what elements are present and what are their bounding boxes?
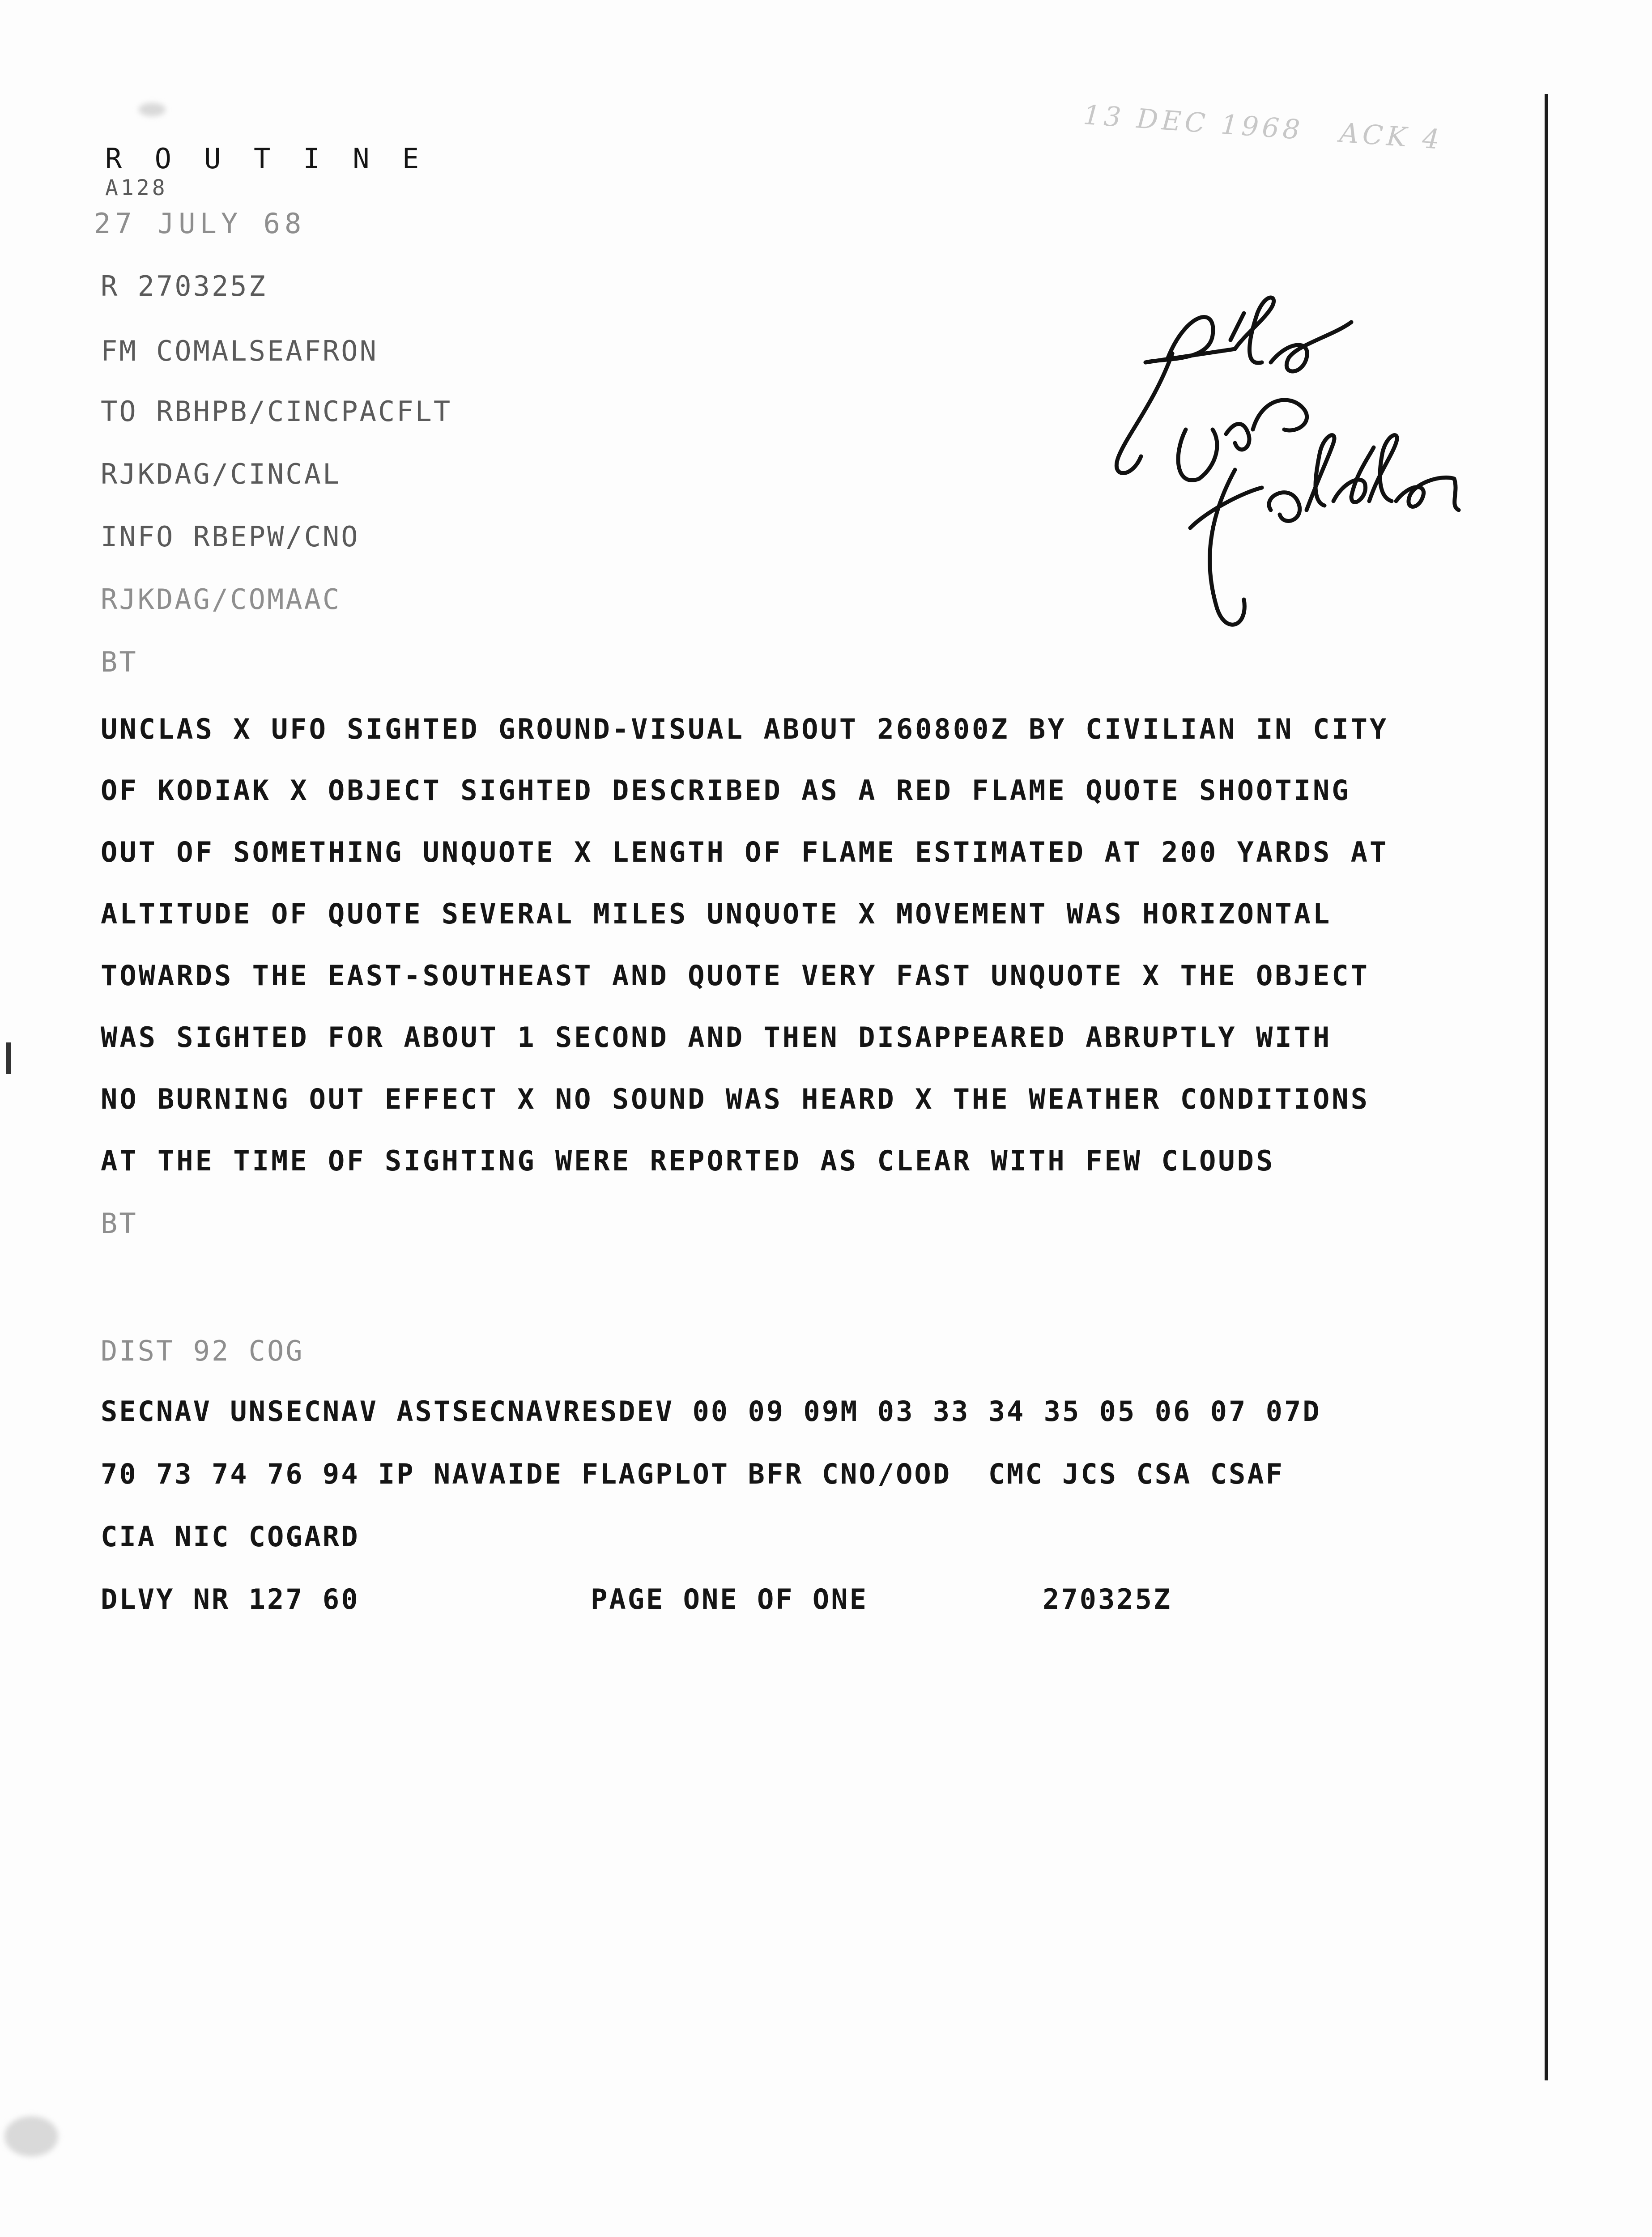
page-edge-mark <box>6 1042 11 1074</box>
message-date: 27 JULY 68 <box>94 207 306 240</box>
message-line-7: NO BURNING OUT EFFECT X NO SOUND WAS HEARD X THE WEATHER CONDITIONS <box>101 1083 1370 1115</box>
distribution-line-1: SECNAV UNSECNAV ASTSECNAVRESDEV 00 09 09M 03 33 34 35 05 06 07 07D <box>101 1395 1321 1428</box>
page-border-right <box>1545 94 1548 2080</box>
bt-start: BT <box>101 646 138 678</box>
info-line: INFO RBEPW/CNO <box>101 520 360 553</box>
handwritten-annotation <box>1101 286 1494 680</box>
message-line-2: OF KODIAK X OBJECT SIGHTED DESCRIBED AS A RED FLAME QUOTE SHOOTING <box>101 774 1351 807</box>
to-line: TO RBHPB/CINCPACFLT <box>101 395 452 428</box>
message-line-3: OUT OF SOMETHING UNQUOTE X LENGTH OF FLAME ESTIMATED AT 200 YARDS AT <box>101 836 1389 868</box>
message-line-8: AT THE TIME OF SIGHTING WERE REPORTED AS CLEAR WITH FEW CLOUDS <box>101 1144 1275 1177</box>
delivery-number: DLVY NR 127 60 <box>101 1583 360 1616</box>
smudge-mark <box>4 2116 58 2156</box>
smudge-mark <box>139 103 166 116</box>
bt-end: BT <box>101 1207 138 1240</box>
message-line-4: ALTITUDE OF QUOTE SEVERAL MILES UNQUOTE X MOVEMENT WAS HORIZONTAL <box>101 897 1332 930</box>
message-line-1: UNCLAS X UFO SIGHTED GROUND-VISUAL ABOUT 260800Z BY CIVILIAN IN CITY <box>101 713 1389 745</box>
from-line: FM COMALSEAFRON <box>101 335 378 367</box>
message-line-6: WAS SIGHTED FOR ABOUT 1 SECOND AND THEN DISAPPEARED ABRUPTLY WITH <box>101 1021 1332 1054</box>
date-time-group: R 270325Z <box>101 270 267 302</box>
page-count: PAGE ONE OF ONE <box>591 1583 868 1616</box>
distribution-code: DIST 92 COG <box>101 1335 304 1367</box>
distribution-line-2: 70 73 74 76 94 IP NAVAIDE FLAGPLOT BFR CNO/OOD CMC JCS CSA CSAF <box>101 1458 1284 1490</box>
footer-dtg: 270325Z <box>1043 1583 1172 1616</box>
distribution-line-3: CIA NIC COGARD <box>101 1520 360 1553</box>
info-line-2: RJKDAG/COMAAC <box>101 583 341 616</box>
to-line-2: RJKDAG/CINCAL <box>101 458 341 490</box>
precedence-line: R O U T I N E <box>105 142 427 175</box>
faded-stamp: 13 DEC 1968 ACK 4 <box>1082 99 1444 156</box>
message-line-5: TOWARDS THE EAST-SOUTHEAST AND QUOTE VERY FAST UNQUOTE X THE OBJECT <box>101 959 1370 992</box>
serial-number: A128 <box>105 175 168 200</box>
